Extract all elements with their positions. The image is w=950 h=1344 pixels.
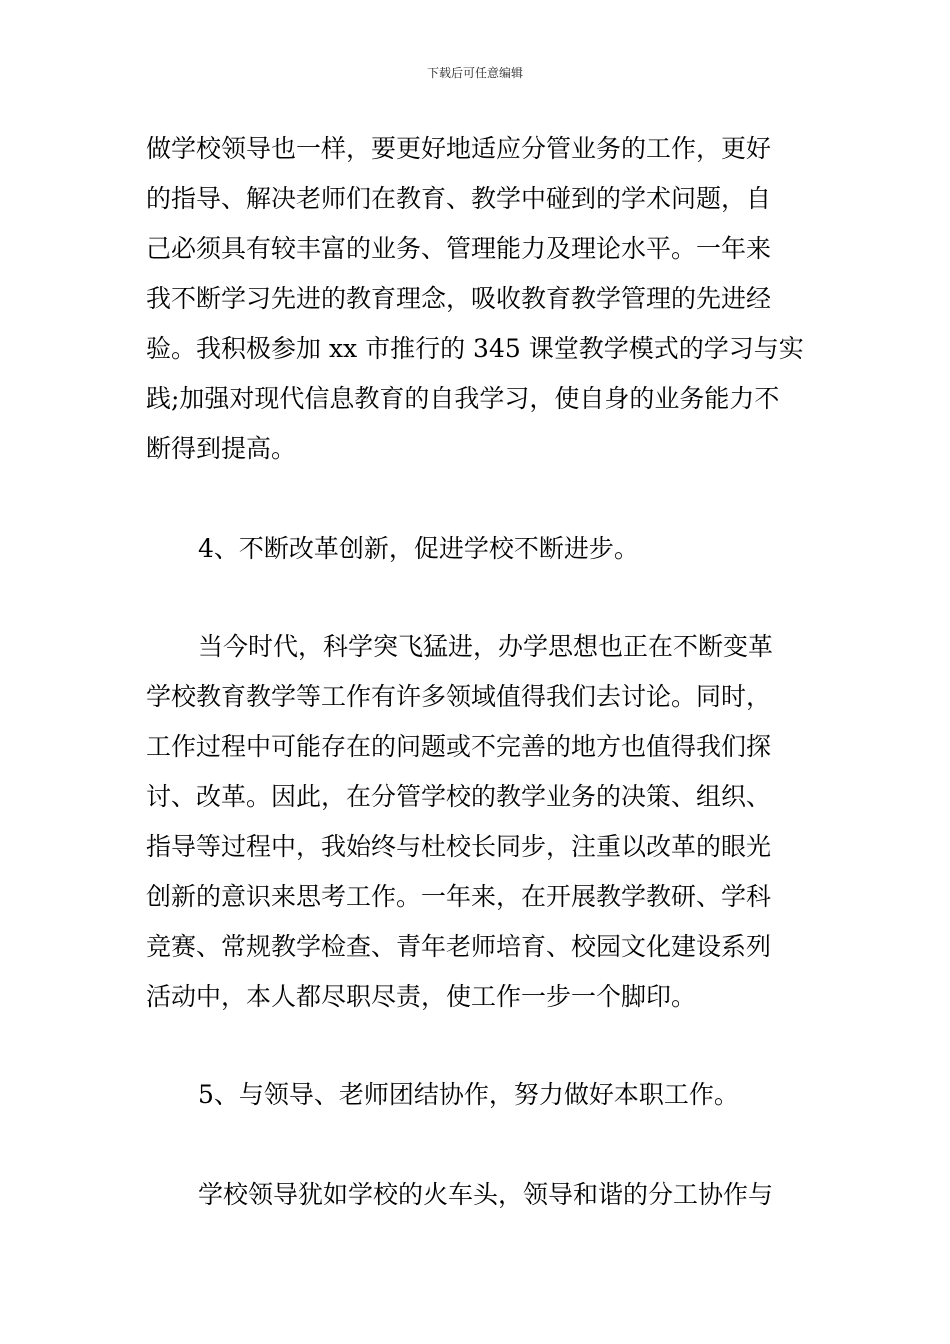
paragraph-1-line: 验。我积极参加 xx 市推行的 345 课堂教学模式的学习与实 [146, 334, 804, 363]
paragraph-1-line: 做学校领导也一样，要更好地适应分管业务的工作，更好 [146, 134, 772, 163]
paragraph-2-line: 创新的意识来思考工作。一年来，在开展教学教研、学科 [146, 882, 772, 911]
paragraph-2-line: 竞赛、常规教学检查、青年老师培育、校园文化建设系列 [146, 932, 772, 961]
paragraph-2-line: 当今时代，科学突飞猛进，办学思想也正在不断变革 [198, 632, 774, 661]
paragraph-2-line: 指导等过程中，我始终与杜校长同步，注重以改革的眼光 [146, 832, 772, 861]
page-header: 下载后可任意编辑 [426, 66, 523, 80]
paragraph-1-line: 己必须具有较丰富的业务、管理能力及理论水平。一年来 [146, 234, 772, 263]
paragraph-2-line: 工作过程中可能存在的问题或不完善的地方也值得我们探 [146, 732, 772, 761]
section-heading-5: 5、与领导、老师团结协作，努力做好本职工作。 [198, 1080, 739, 1109]
paragraph-1-line: 的指导、解决老师们在教育、教学中碰到的学术问题，自 [146, 184, 772, 213]
section-heading-4: 4、不断改革创新，促进学校不断进步。 [198, 534, 639, 563]
paragraph-2-line: 学校教育教学等工作有许多领域值得我们去讨论。同时， [146, 682, 772, 711]
paragraph-1-line: 断得到提高。 [146, 434, 297, 463]
paragraph-2-line: 讨、改革。因此，在分管学校的教学业务的决策、组织、 [146, 782, 772, 811]
paragraph-1-line: 我不断学习先进的教育理念，吸收教育教学管理的先进经 [146, 284, 772, 313]
paragraph-1-line: 践;加强对现代信息教育的自我学习，使自身的业务能力不 [146, 384, 780, 413]
paragraph-3-line: 学校领导犹如学校的火车头，领导和谐的分工协作与 [198, 1180, 774, 1209]
paragraph-2-line: 活动中，本人都尽职尽责，使工作一步一个脚印。 [146, 982, 697, 1011]
